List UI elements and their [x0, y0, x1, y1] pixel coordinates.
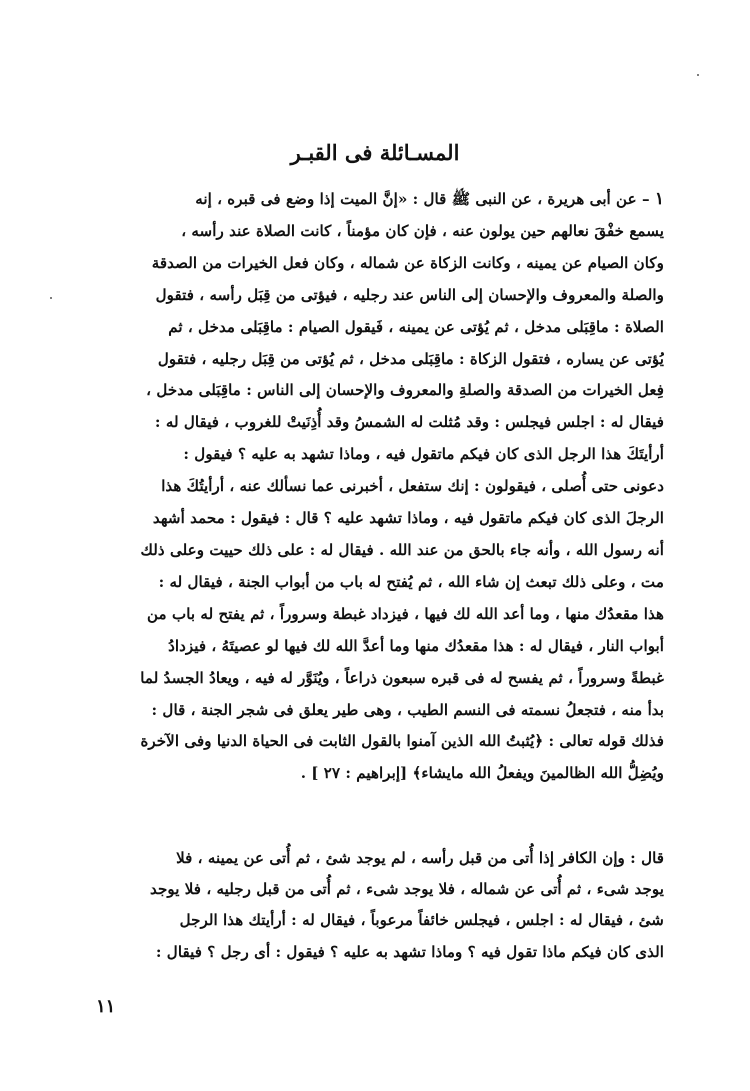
text-line: والصلة والمعروف والإحسان إلى الناس عند رجليه ، فيؤتى من قِبَل رأسه ، فتقول — [155, 285, 664, 304]
text-line: فيقال له : اجلس فيجلس : وقد مُثلت له الشمسُ وقد أُذِنَيتْ للغروب ، فيقال له : — [154, 413, 664, 432]
text-line: دعونى حتى أُصلى ، فيقولون : إنك ستفعل ، أخبرنى عما نسألك عنه ، أرأيتُكَ هذا — [161, 477, 664, 496]
text-line: الصلاة : ماقِبَلى مدخل ، ثم يُؤتى عن يمينه ، فَيقول الصيام : ماقِبَلى مدخل ، ثم — [168, 317, 664, 336]
text-line: ويُضِلُّ الله الظالمينَ ويفعلُ الله مايشاء﴾ [إبراهيم : ٢٧ ] . — [300, 764, 664, 783]
hadith-number: ١ — [654, 189, 664, 209]
text-line: يُؤتى عن يساره ، فتقول الزكاة : ماقِبَلى مدخل ، ثم يُؤتى من قِبَل رجليه ، فتقول — [157, 349, 664, 368]
text-line: يسمع خفْقَ نعالهم حين يولون عنه ، فإن كان مؤمناً ، كانت الصلاة عند رأسه ، — [181, 221, 664, 240]
text-line: فذلك قوله تعالى : ﴿يُثبتُ الله الذين آمنوا بالقول الثابت فى الحياة الدنيا وفى الآخرة — [140, 732, 664, 751]
text-line: أرأيتَكَ هذا الرجل الذى كان فيكم ماتقول فيه ، وماذا تشهد به عليه ؟ فيقول : — [183, 445, 664, 464]
text-line: وكان الصيام عن يمينه ، وكانت الزكاة عن شماله ، وكان فعل الخيرات من الصدقة — [151, 253, 664, 272]
text-line: غبطةً وسروراً ، ثم يفسح له فى قبره سبعون ذراعاً ، ويُنَوَّر له فيه ، ويعادُ الجسدُ لما — [140, 668, 664, 687]
text-line: يوجد شىء ، ثم أُتى عن شماله ، فلا يوجد شىء ، ثم أُتى من قبل رجليه ، فلا يوجد — [150, 880, 664, 899]
scan-speck — [697, 74, 699, 76]
text-line: شئ ، فيقال له : اجلس ، فيجلس خائفاً مرعوباً ، فيقال له : أرأيتك هذا الرجل — [179, 911, 664, 930]
text-line-content: – عن أبى هريرة ، عن النبى ﷺ قال : «إنَّ الميت إذا وضع فى قبره ، إنه — [195, 190, 650, 208]
text-line: هذا مقعدُك منها ، وما أعد الله لك فيها ، فيزداد غبطة وسروراً ، ثم يفتح له باب من — [147, 604, 664, 623]
text-line: مت ، وعلى ذلك تبعث إن شاء الله ، ثم يُفتح له باب من أبواب الجنة ، فيقال له : — [158, 572, 664, 591]
page-number: ١١ — [96, 996, 116, 1017]
text-line: فِعل الخيرات من الصدقة والصلةِ والمعروف والإحسان إلى الناس : ماقِبَلى مدخل ، — [146, 381, 664, 400]
text-line: الذى كان فيكم ماذا تقول فيه ؟ وماذا تشهد به عليه ؟ فيقول : أى رجل ؟ فيقال : — [155, 942, 664, 961]
text-line: أنه رسول الله ، وأنه جاء بالحق من عند الله . فيقال له : على ذلك حييت وعلى ذلك — [140, 540, 664, 559]
text-line: الرجلَ الذى كان فيكم ماتقول فيه ، وماذا تشهد عليه ؟ قال : فيقول : محمد أشهد — [152, 509, 664, 528]
section-heading: المسـائلة فى القبـر — [290, 140, 460, 165]
hadith-paragraph — [98, 184, 664, 790]
commentary-paragraph — [98, 843, 664, 968]
text-line: قال : وإن الكافر إذا أُتى من قبل رأسه ، لم يوجد شئ ، ثم أُتى عن يمينه ، فلا — [176, 849, 664, 867]
scan-speck — [50, 297, 52, 299]
text-line: بدأ منه ، فتجعلُ نسمته فى النسم الطيب ، وهى طير يعلق فى شجر الجنة ، قال : — [151, 700, 664, 719]
text-line: أبواب النار ، فيقال له : هذا مقعدُك منها وما أعدَّ الله لك فيها لو عصيتَهُ ، فيزدادُ — [168, 636, 664, 655]
text-line — [98, 184, 664, 216]
